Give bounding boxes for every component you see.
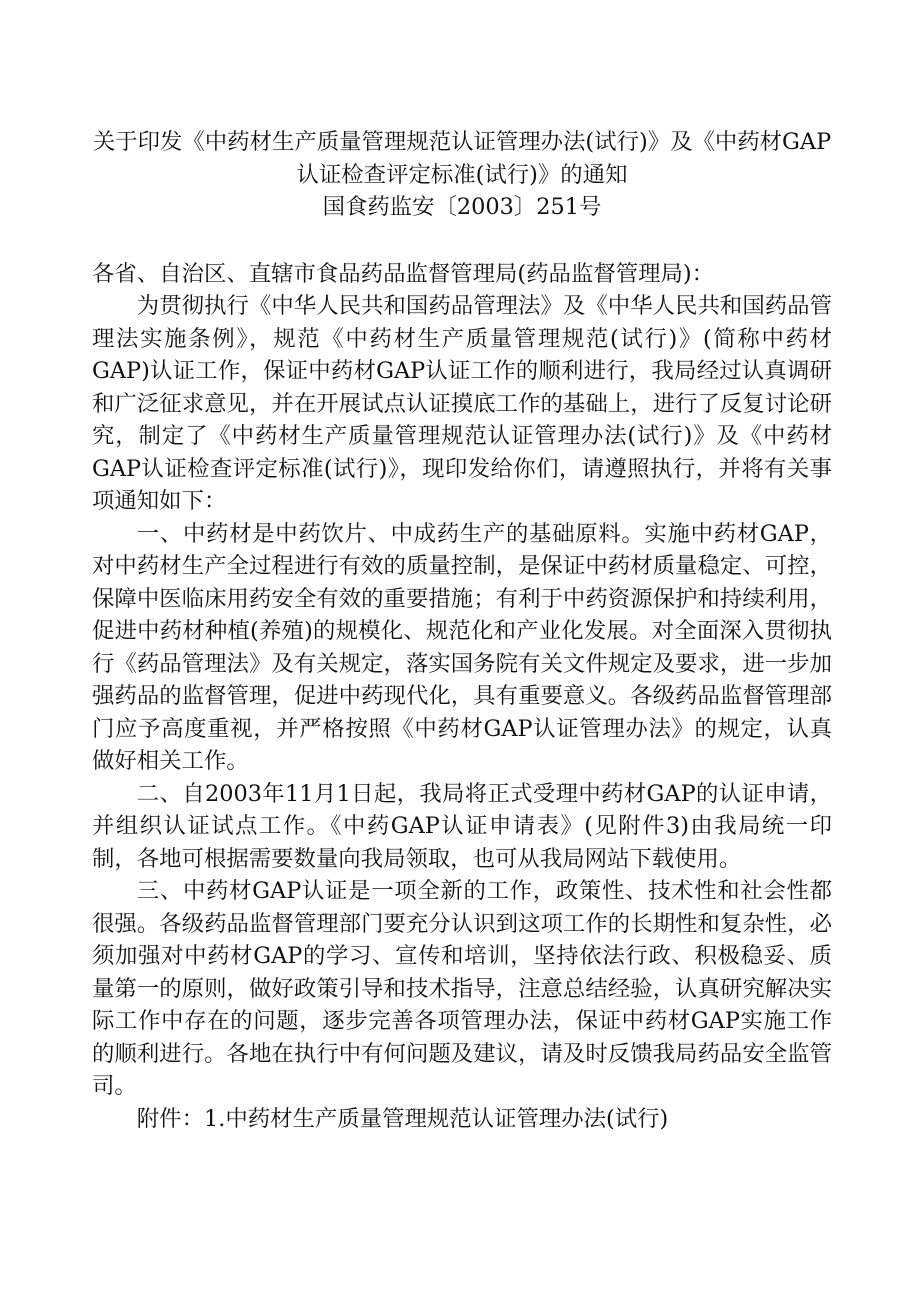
paragraph-item-3: 三、中药材GAP认证是一项全新的工作，政策性、技术性和社会性都很强。各级药品监督管理部门要充分认识到这项工作的长期性和复杂性，必须加强对中药材GAP的学习、宣传和培训，坚持依法行政、积极稳妥、质量第一的原则，做好政策引导和技术指导，注意总结经验，认真研究解决实际工作中存在的问题，逐步完善各项管理办法，保证中药材GAP实施工作的顺利进行。各地在执行中有何问题及建议，请及时反馈我局药品安全监管司。 (92, 878, 832, 1099)
paragraph-item-2: 二、自2003年11月1日起，我局将正式受理中药材GAP的认证申请，并组织认证试点工作。《中药GAP认证申请表》(见附件3)由我局统一印制，各地可根据需要数量向我局领取，也可从我局网站下载使用。 (92, 780, 832, 872)
paragraph-intro: 为贯彻执行《中华人民共和国药品管理法》及《中华人民共和国药品管理法实施条例》，规范《中药材生产质量管理规范(试行)》(简称中药材GAP)认证工作，保证中药材GAP认证工作的顺利进行，我局经过认真调研和广泛征求意见，并在开展试点认证摸底工作的基础上，进行了反复讨论研究，制定了《中药材生产质量管理规范认证管理办法(试行)》及《中药材GAP认证检查评定标准(试行)》，现印发给你们，请遵照执行，并将有关事项通知如下： (92, 293, 832, 514)
document-title: 关于印发《中药材生产质量管理规范认证管理办法(试行)》及《中药材GAP认证检查评定标准(试行)》的通知 (92, 129, 832, 188)
document-number: 国食药监安〔2003〕251号 (322, 194, 602, 220)
paragraph-item-1: 一、中药材是中药饮片、中成药生产的基础原料。实施中药材GAP，对中药材生产全过程进行有效的质量控制，是保证中药材质量稳定、可控，保障中医临床用药安全有效的重要措施；有利于中药资源保护和持续利用，促进中药材种植(养殖)的规模化、规范化和产业化发展。对全面深入贯彻执行《药品管理法》及有关规定，落实国务院有关文件规定及要求，进一步加强药品的监督管理，促进中药现代化，具有重要意义。各级药品监督管理部门应予高度重视，并严格按照《中药材GAP认证管理办法》的规定，认真做好相关工作。 (92, 520, 832, 774)
addressee-line: 各省、自治区、直辖市食品药品监督管理局(药品监督管理局)： (92, 260, 715, 287)
attachment-line: 附件：1.中药材生产质量管理规范认证管理办法(试行) (136, 1105, 669, 1132)
document-page (92, 126, 832, 1135)
